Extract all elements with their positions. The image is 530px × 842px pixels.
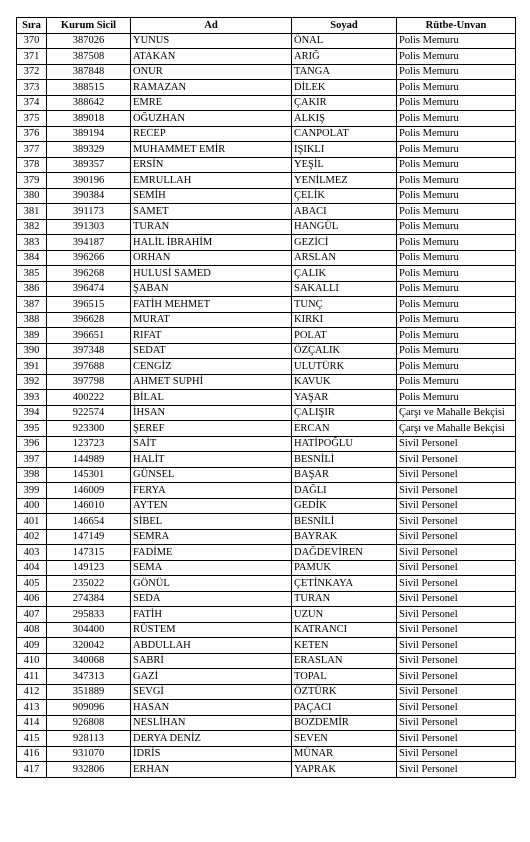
cell-soyad: ÖZÇALIK	[292, 343, 397, 359]
table-row	[17, 405, 516, 421]
cell-ad: MUHAMMET EMİR	[131, 142, 292, 158]
cell-soyad: ULUTÜRK	[292, 359, 397, 375]
cell-ad: HULUSİ SAMED	[131, 266, 292, 282]
table-row	[17, 731, 516, 747]
table-row	[17, 529, 516, 545]
cell-kurum-sicil: 928113	[47, 731, 131, 747]
cell-soyad: KETEN	[292, 638, 397, 654]
table-row	[17, 591, 516, 607]
cell-soyad: ARSLAN	[292, 250, 397, 266]
cell-rutbe-unvan: Polis Memuru	[397, 64, 516, 80]
cell-rutbe-unvan: Sivil Personel	[397, 638, 516, 654]
cell-ad: ŞEREF	[131, 421, 292, 437]
cell-kurum-sicil: 394187	[47, 235, 131, 251]
cell-sira: 407	[17, 607, 47, 623]
cell-ad: MURAT	[131, 312, 292, 328]
cell-sira: 385	[17, 266, 47, 282]
cell-ad: SEDA	[131, 591, 292, 607]
cell-kurum-sicil: 396515	[47, 297, 131, 313]
table-row	[17, 266, 516, 282]
cell-rutbe-unvan: Sivil Personel	[397, 684, 516, 700]
cell-sira: 415	[17, 731, 47, 747]
table-row	[17, 219, 516, 235]
cell-ad: SEMA	[131, 560, 292, 576]
cell-sira: 411	[17, 669, 47, 685]
cell-rutbe-unvan: Sivil Personel	[397, 700, 516, 716]
cell-sira: 399	[17, 483, 47, 499]
cell-soyad: IŞIKLI	[292, 142, 397, 158]
cell-soyad: KATRANCI	[292, 622, 397, 638]
cell-soyad: ÇALIK	[292, 266, 397, 282]
cell-sira: 392	[17, 374, 47, 390]
cell-ad: CENGİZ	[131, 359, 292, 375]
cell-sira: 400	[17, 498, 47, 514]
cell-kurum-sicil: 304400	[47, 622, 131, 638]
cell-kurum-sicil: 922574	[47, 405, 131, 421]
cell-rutbe-unvan: Sivil Personel	[397, 545, 516, 561]
cell-rutbe-unvan: Polis Memuru	[397, 204, 516, 220]
cell-kurum-sicil: 295833	[47, 607, 131, 623]
cell-sira: 398	[17, 467, 47, 483]
table-row	[17, 576, 516, 592]
cell-kurum-sicil: 389357	[47, 157, 131, 173]
cell-rutbe-unvan: Polis Memuru	[397, 173, 516, 189]
table-row	[17, 545, 516, 561]
cell-soyad: TOPAL	[292, 669, 397, 685]
cell-rutbe-unvan: Sivil Personel	[397, 591, 516, 607]
cell-sira: 389	[17, 328, 47, 344]
cell-kurum-sicil: 123723	[47, 436, 131, 452]
cell-soyad: PAMUK	[292, 560, 397, 576]
cell-rutbe-unvan: Polis Memuru	[397, 328, 516, 344]
header-ad: Ad	[131, 18, 292, 34]
cell-sira: 380	[17, 188, 47, 204]
cell-kurum-sicil: 397688	[47, 359, 131, 375]
cell-soyad: ÇAKIR	[292, 95, 397, 111]
cell-kurum-sicil: 387508	[47, 49, 131, 65]
table-row	[17, 762, 516, 778]
cell-soyad: BAŞAR	[292, 467, 397, 483]
cell-ad: FATİH	[131, 607, 292, 623]
cell-rutbe-unvan: Polis Memuru	[397, 111, 516, 127]
cell-ad: HALİL İBRAHİM	[131, 235, 292, 251]
cell-rutbe-unvan: Polis Memuru	[397, 343, 516, 359]
table-row	[17, 142, 516, 158]
table-row	[17, 359, 516, 375]
cell-sira: 388	[17, 312, 47, 328]
table-row	[17, 638, 516, 654]
cell-soyad: KIRKI	[292, 312, 397, 328]
cell-sira: 414	[17, 715, 47, 731]
table-row	[17, 64, 516, 80]
table-row	[17, 126, 516, 142]
table-row	[17, 235, 516, 251]
cell-sira: 413	[17, 700, 47, 716]
cell-sira: 417	[17, 762, 47, 778]
cell-ad: EMRE	[131, 95, 292, 111]
cell-sira: 396	[17, 436, 47, 452]
cell-soyad: HANGÜL	[292, 219, 397, 235]
cell-rutbe-unvan: Polis Memuru	[397, 49, 516, 65]
cell-soyad: ERASLAN	[292, 653, 397, 669]
table-row	[17, 421, 516, 437]
cell-sira: 404	[17, 560, 47, 576]
table-row	[17, 374, 516, 390]
cell-sira: 377	[17, 142, 47, 158]
cell-kurum-sicil: 145301	[47, 467, 131, 483]
cell-rutbe-unvan: Sivil Personel	[397, 762, 516, 778]
cell-soyad: BAYRAK	[292, 529, 397, 545]
cell-kurum-sicil: 340068	[47, 653, 131, 669]
cell-ad: EMRULLAH	[131, 173, 292, 189]
cell-sira: 402	[17, 529, 47, 545]
header-kurum-sicil: Kurum Sicil	[47, 18, 131, 34]
table-row	[17, 111, 516, 127]
cell-soyad: YEŞİL	[292, 157, 397, 173]
cell-sira: 378	[17, 157, 47, 173]
cell-sira: 401	[17, 514, 47, 530]
cell-soyad: DAĞLI	[292, 483, 397, 499]
cell-ad: RIFAT	[131, 328, 292, 344]
table-row	[17, 390, 516, 406]
cell-ad: İDRİS	[131, 746, 292, 762]
cell-rutbe-unvan: Polis Memuru	[397, 390, 516, 406]
cell-kurum-sicil: 391303	[47, 219, 131, 235]
cell-ad: SEMRA	[131, 529, 292, 545]
table-row	[17, 653, 516, 669]
cell-ad: HALİT	[131, 452, 292, 468]
cell-kurum-sicil: 387026	[47, 33, 131, 49]
cell-ad: AYTEN	[131, 498, 292, 514]
cell-kurum-sicil: 146009	[47, 483, 131, 499]
cell-ad: SAMET	[131, 204, 292, 220]
cell-kurum-sicil: 396628	[47, 312, 131, 328]
cell-rutbe-unvan: Sivil Personel	[397, 436, 516, 452]
cell-soyad: DAĞDEVİREN	[292, 545, 397, 561]
table-row	[17, 669, 516, 685]
cell-rutbe-unvan: Sivil Personel	[397, 483, 516, 499]
cell-ad: ONUR	[131, 64, 292, 80]
cell-sira: 410	[17, 653, 47, 669]
cell-sira: 384	[17, 250, 47, 266]
cell-kurum-sicil: 390384	[47, 188, 131, 204]
cell-sira: 374	[17, 95, 47, 111]
cell-soyad: MÜNAR	[292, 746, 397, 762]
cell-rutbe-unvan: Sivil Personel	[397, 622, 516, 638]
cell-kurum-sicil: 274384	[47, 591, 131, 607]
cell-kurum-sicil: 388642	[47, 95, 131, 111]
cell-soyad: ÇELİK	[292, 188, 397, 204]
cell-kurum-sicil: 144989	[47, 452, 131, 468]
header-row	[17, 18, 516, 34]
cell-kurum-sicil: 397348	[47, 343, 131, 359]
cell-sira: 409	[17, 638, 47, 654]
cell-kurum-sicil: 388515	[47, 80, 131, 96]
table-row	[17, 297, 516, 313]
table-row	[17, 328, 516, 344]
cell-rutbe-unvan: Polis Memuru	[397, 281, 516, 297]
cell-rutbe-unvan: Polis Memuru	[397, 266, 516, 282]
cell-soyad: YENİLMEZ	[292, 173, 397, 189]
cell-soyad: HATİPOĞLU	[292, 436, 397, 452]
cell-sira: 370	[17, 33, 47, 49]
cell-sira: 412	[17, 684, 47, 700]
cell-ad: NESLİHAN	[131, 715, 292, 731]
cell-soyad: ÖNAL	[292, 33, 397, 49]
cell-ad: OĞUZHAN	[131, 111, 292, 127]
cell-ad: SABRİ	[131, 653, 292, 669]
cell-ad: ORHAN	[131, 250, 292, 266]
cell-rutbe-unvan: Sivil Personel	[397, 514, 516, 530]
table-row	[17, 514, 516, 530]
cell-kurum-sicil: 235022	[47, 576, 131, 592]
cell-ad: RAMAZAN	[131, 80, 292, 96]
cell-kurum-sicil: 146654	[47, 514, 131, 530]
cell-soyad: YAŞAR	[292, 390, 397, 406]
table-row	[17, 157, 516, 173]
cell-kurum-sicil: 396266	[47, 250, 131, 266]
cell-soyad: GEZİCİ	[292, 235, 397, 251]
table-row	[17, 622, 516, 638]
cell-sira: 379	[17, 173, 47, 189]
cell-rutbe-unvan: Polis Memuru	[397, 126, 516, 142]
cell-sira: 381	[17, 204, 47, 220]
cell-rutbe-unvan: Çarşı ve Mahalle Bekçisi	[397, 405, 516, 421]
cell-ad: SAİT	[131, 436, 292, 452]
cell-ad: SİBEL	[131, 514, 292, 530]
cell-kurum-sicil: 391173	[47, 204, 131, 220]
cell-soyad: TURAN	[292, 591, 397, 607]
cell-ad: RECEP	[131, 126, 292, 142]
cell-rutbe-unvan: Sivil Personel	[397, 653, 516, 669]
cell-kurum-sicil: 389329	[47, 142, 131, 158]
table-row	[17, 95, 516, 111]
cell-soyad: CANPOLAT	[292, 126, 397, 142]
cell-soyad: UZUN	[292, 607, 397, 623]
table-row	[17, 188, 516, 204]
table-row	[17, 560, 516, 576]
cell-kurum-sicil: 932806	[47, 762, 131, 778]
cell-soyad: ALKIŞ	[292, 111, 397, 127]
cell-kurum-sicil: 149123	[47, 560, 131, 576]
cell-ad: HASAN	[131, 700, 292, 716]
cell-rutbe-unvan: Polis Memuru	[397, 374, 516, 390]
table-row	[17, 700, 516, 716]
cell-ad: RÜSTEM	[131, 622, 292, 638]
table-row	[17, 49, 516, 65]
cell-soyad: SEVEN	[292, 731, 397, 747]
cell-ad: FERYA	[131, 483, 292, 499]
cell-kurum-sicil: 396474	[47, 281, 131, 297]
cell-kurum-sicil: 347313	[47, 669, 131, 685]
table-row	[17, 312, 516, 328]
cell-kurum-sicil: 147315	[47, 545, 131, 561]
cell-rutbe-unvan: Sivil Personel	[397, 715, 516, 731]
cell-kurum-sicil: 147149	[47, 529, 131, 545]
cell-rutbe-unvan: Polis Memuru	[397, 157, 516, 173]
cell-ad: FATİH MEHMET	[131, 297, 292, 313]
cell-sira: 373	[17, 80, 47, 96]
cell-soyad: YAPRAK	[292, 762, 397, 778]
cell-kurum-sicil: 389194	[47, 126, 131, 142]
cell-sira: 372	[17, 64, 47, 80]
cell-rutbe-unvan: Sivil Personel	[397, 731, 516, 747]
cell-sira: 375	[17, 111, 47, 127]
cell-ad: SEDAT	[131, 343, 292, 359]
cell-sira: 376	[17, 126, 47, 142]
cell-rutbe-unvan: Polis Memuru	[397, 359, 516, 375]
cell-ad: TURAN	[131, 219, 292, 235]
cell-rutbe-unvan: Sivil Personel	[397, 452, 516, 468]
cell-soyad: BESNİLİ	[292, 514, 397, 530]
cell-ad: ERSİN	[131, 157, 292, 173]
cell-ad: GAZİ	[131, 669, 292, 685]
table-row	[17, 607, 516, 623]
cell-sira: 387	[17, 297, 47, 313]
cell-soyad: GEDİK	[292, 498, 397, 514]
table-row	[17, 746, 516, 762]
cell-kurum-sicil: 396651	[47, 328, 131, 344]
cell-kurum-sicil: 146010	[47, 498, 131, 514]
cell-rutbe-unvan: Polis Memuru	[397, 297, 516, 313]
cell-kurum-sicil: 389018	[47, 111, 131, 127]
cell-kurum-sicil: 926808	[47, 715, 131, 731]
cell-soyad: TUNÇ	[292, 297, 397, 313]
cell-rutbe-unvan: Polis Memuru	[397, 95, 516, 111]
cell-rutbe-unvan: Sivil Personel	[397, 746, 516, 762]
cell-ad: AHMET SUPHİ	[131, 374, 292, 390]
cell-rutbe-unvan: Polis Memuru	[397, 250, 516, 266]
cell-kurum-sicil: 400222	[47, 390, 131, 406]
cell-rutbe-unvan: Polis Memuru	[397, 312, 516, 328]
cell-ad: ATAKAN	[131, 49, 292, 65]
cell-ad: DERYA DENİZ	[131, 731, 292, 747]
cell-rutbe-unvan: Sivil Personel	[397, 669, 516, 685]
table-row	[17, 343, 516, 359]
cell-soyad: TANGA	[292, 64, 397, 80]
cell-kurum-sicil: 390196	[47, 173, 131, 189]
cell-soyad: KAVUK	[292, 374, 397, 390]
cell-ad: GÜNSEL	[131, 467, 292, 483]
cell-rutbe-unvan: Çarşı ve Mahalle Bekçisi	[397, 421, 516, 437]
cell-soyad: ÇALIŞIR	[292, 405, 397, 421]
cell-sira: 395	[17, 421, 47, 437]
cell-ad: GÖNÜL	[131, 576, 292, 592]
table-row	[17, 715, 516, 731]
cell-soyad: SAKALLI	[292, 281, 397, 297]
table-row	[17, 452, 516, 468]
cell-rutbe-unvan: Sivil Personel	[397, 498, 516, 514]
cell-ad: SEMİH	[131, 188, 292, 204]
cell-sira: 403	[17, 545, 47, 561]
table-row	[17, 204, 516, 220]
cell-sira: 405	[17, 576, 47, 592]
cell-sira: 393	[17, 390, 47, 406]
cell-sira: 397	[17, 452, 47, 468]
cell-kurum-sicil: 397798	[47, 374, 131, 390]
cell-sira: 371	[17, 49, 47, 65]
cell-sira: 386	[17, 281, 47, 297]
cell-kurum-sicil: 931070	[47, 746, 131, 762]
cell-soyad: ÇETİNKAYA	[292, 576, 397, 592]
cell-ad: SEVGİ	[131, 684, 292, 700]
cell-kurum-sicil: 387848	[47, 64, 131, 80]
cell-soyad: PAÇACI	[292, 700, 397, 716]
table-body	[17, 33, 516, 777]
cell-rutbe-unvan: Sivil Personel	[397, 576, 516, 592]
table-row	[17, 483, 516, 499]
cell-soyad: ABACI	[292, 204, 397, 220]
cell-kurum-sicil: 909096	[47, 700, 131, 716]
cell-rutbe-unvan: Polis Memuru	[397, 33, 516, 49]
cell-sira: 394	[17, 405, 47, 421]
cell-ad: ŞABAN	[131, 281, 292, 297]
cell-rutbe-unvan: Sivil Personel	[397, 529, 516, 545]
cell-kurum-sicil: 396268	[47, 266, 131, 282]
cell-rutbe-unvan: Sivil Personel	[397, 467, 516, 483]
cell-sira: 406	[17, 591, 47, 607]
cell-rutbe-unvan: Sivil Personel	[397, 607, 516, 623]
cell-rutbe-unvan: Polis Memuru	[397, 235, 516, 251]
table-row	[17, 80, 516, 96]
personnel-table	[16, 17, 516, 778]
cell-soyad: DİLEK	[292, 80, 397, 96]
table-row	[17, 173, 516, 189]
table-row	[17, 467, 516, 483]
cell-ad: BİLAL	[131, 390, 292, 406]
cell-rutbe-unvan: Polis Memuru	[397, 188, 516, 204]
header-sira: Sıra	[17, 18, 47, 34]
cell-soyad: ARIĞ	[292, 49, 397, 65]
table-row	[17, 33, 516, 49]
cell-kurum-sicil: 351889	[47, 684, 131, 700]
table-row	[17, 281, 516, 297]
cell-soyad: BESNİLİ	[292, 452, 397, 468]
cell-ad: ERHAN	[131, 762, 292, 778]
cell-sira: 408	[17, 622, 47, 638]
cell-sira: 391	[17, 359, 47, 375]
cell-soyad: ÖZTÜRK	[292, 684, 397, 700]
cell-ad: YUNUS	[131, 33, 292, 49]
table-row	[17, 436, 516, 452]
cell-ad: FADİME	[131, 545, 292, 561]
header-rutbe-unvan: Rütbe-Unvan	[397, 18, 516, 34]
cell-soyad: BOZDEMİR	[292, 715, 397, 731]
cell-sira: 383	[17, 235, 47, 251]
cell-rutbe-unvan: Polis Memuru	[397, 219, 516, 235]
cell-rutbe-unvan: Polis Memuru	[397, 80, 516, 96]
table-row	[17, 498, 516, 514]
cell-ad: İHSAN	[131, 405, 292, 421]
header-soyad: Soyad	[292, 18, 397, 34]
cell-rutbe-unvan: Sivil Personel	[397, 560, 516, 576]
cell-soyad: ERCAN	[292, 421, 397, 437]
cell-kurum-sicil: 923300	[47, 421, 131, 437]
cell-kurum-sicil: 320042	[47, 638, 131, 654]
cell-sira: 390	[17, 343, 47, 359]
cell-rutbe-unvan: Polis Memuru	[397, 142, 516, 158]
cell-sira: 416	[17, 746, 47, 762]
table-row	[17, 250, 516, 266]
cell-ad: ABDULLAH	[131, 638, 292, 654]
cell-sira: 382	[17, 219, 47, 235]
cell-soyad: POLAT	[292, 328, 397, 344]
table-row	[17, 684, 516, 700]
